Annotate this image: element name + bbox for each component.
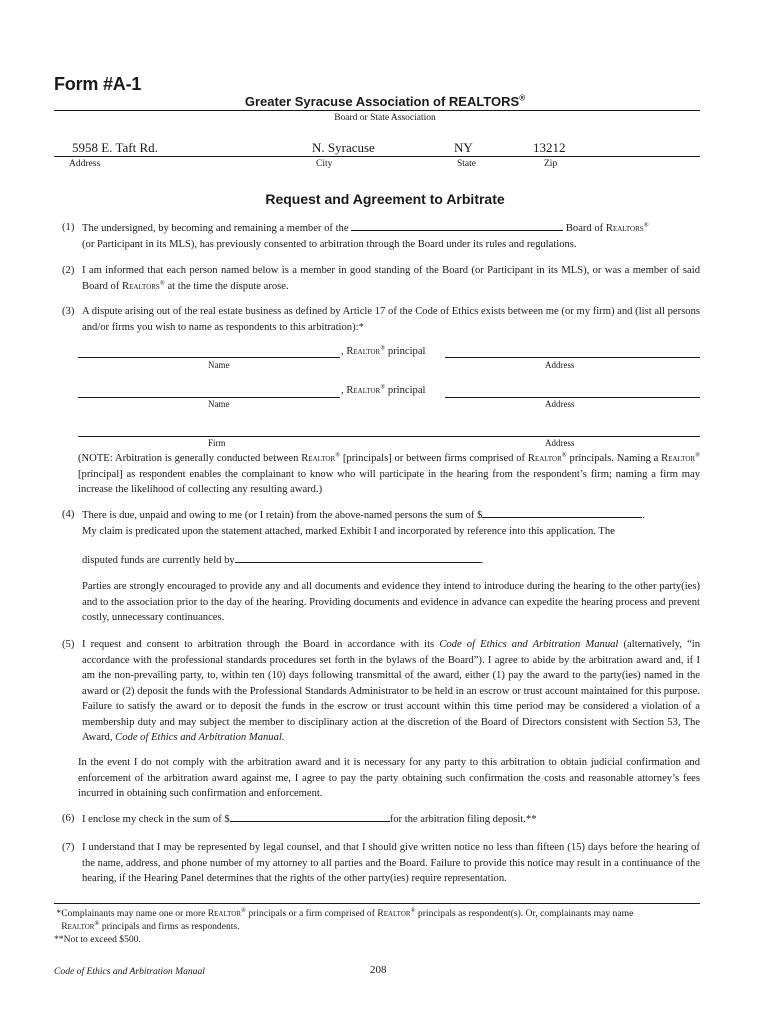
- association-line: [54, 110, 700, 111]
- item-1: (1) The undersigned, by becoming and remaining a member of the Board of Realtors® (or Participant in its MLS), has previously consented to arbitration through the Board under its rules and regulations.: [62, 221, 649, 250]
- respondent-1-address-line[interactable]: [445, 357, 700, 358]
- address-line: [54, 156, 700, 157]
- firm-line[interactable]: [78, 436, 700, 437]
- state-value: NY: [454, 140, 473, 155]
- footnote-2: **Not to exceed $500.: [54, 934, 141, 945]
- zip-value: 13212: [533, 140, 566, 155]
- page-number: 208: [370, 964, 387, 976]
- item-5: (5) I request and consent to arbitration through the Board in accordance with its Code of Ethics and Arbitration Manual (alternatively, “in accordance with the professional standards procedures set forth in the bylaws of the Board”). I agree to abide by the arbitration award and, if I am the non-prevailing party, to, within ten (10) days following transmittal of the award, either (1) pay the award to the party(ies) named in the award or (2) deposit the funds with the Professional Standards Administrator to be held in an escrow or trust account maintained for this purpose. Failure to satisfy the award or to deposit the funds in the escrow or trust account within this time period may be considered a violation of a membership duty and may subject the member to disciplinary action at the discretion of the Board of Directors consistent with Section 53, The Award, Code of Ethics and Arbitration Manual.: [62, 639, 701, 743]
- firm-label: Firm: [208, 438, 226, 448]
- respondent-2-realtor-principal: , Realtor® principal: [341, 383, 426, 396]
- item-6: (6) I enclose my check in the sum of $ for the arbitration filing deposit.**: [62, 813, 537, 825]
- footnote-divider: [54, 903, 700, 904]
- item-4-evidence: Parties are strongly encouraged to provide any and all documents and evidence they intend to introduce during the hearing to the other party(ies) and to the association prior to the day of the hearing. Providing documents and evidence in advance can expedite the hearing process and prevent costly, unnecessary continuances.: [82, 581, 700, 623]
- respondent-1-realtor-principal: , Realtor® principal: [341, 344, 426, 357]
- association-caption: Board or State Association: [334, 113, 436, 123]
- sum-owed-blank[interactable]: [482, 507, 642, 518]
- item-5-enforcement: In the event I do not comply with the arbitration award and it is necessary for any party to this arbitration to obtain judicial confirmation and enforcement of the arbitration award against me, I agree to pay the party obtaining such confirmation the costs and reasonable attorney’s fees incurred in obtaining such confirmation and enforcement.: [78, 757, 700, 799]
- respondent-1-name-label: Name: [208, 360, 230, 370]
- request-title: Request and Agreement to Arbitrate: [265, 191, 505, 207]
- city-label: City: [316, 159, 333, 169]
- item-4: (4) There is due, unpaid and owing to me (or I retain) from the above-named persons the sum of $ . My claim is predicated upon the statement attached, marked Exhibit I and incorporated by reference into this application. The: [62, 509, 646, 537]
- item-7: (7) I understand that I may be represented by legal counsel, and that I should give written notice no less than fifteen (15) days before the hearing of the name, address, and phone number of my attorney to all parties and the Board. Failure to provide this notice may result in a continuance of the hearing, if the Hearing Panel determines that the rights of the other party(ies) require representation.: [62, 842, 700, 884]
- form-title: Form #A-1: [54, 74, 142, 94]
- check-sum-blank[interactable]: [230, 811, 390, 822]
- respondent-2-name-line[interactable]: [78, 397, 340, 398]
- item-4-funds-held: disputed funds are currently held by .: [82, 552, 700, 569]
- footnote-1: *Complainants may name one or more Realtor® principals or a firm comprised of Realtor® principals as respondent(s). Or, complainants may name Realtor® principals and firms as respondents.: [56, 906, 634, 932]
- board-name-blank[interactable]: [351, 220, 563, 231]
- respondent-2-name-label: Name: [208, 399, 230, 409]
- footer-manual-title: Code of Ethics and Arbitration Manual: [54, 966, 205, 977]
- respondent-2-address-label: Address: [545, 399, 575, 409]
- respondent-1-address-label: Address: [545, 360, 575, 370]
- item-2: (2) I am informed that each person named below is a member in good standing of the Board (or Participant in its MLS), or was a member of said Board of Realtors® at the time the dispute arose.: [62, 265, 700, 292]
- respondent-2-address-line[interactable]: [445, 397, 700, 398]
- zip-label: Zip: [544, 159, 558, 169]
- address-label: Address: [69, 159, 101, 169]
- arbitration-note: (NOTE: Arbitration is generally conducted between Realtor® [principals] or between firms comprised of Realtor® principals. Naming a Realtor® [principal] as respondent enables the complainant to know who will participate in the hearing from the respondent’s firm; naming a firm may increase the likelihood of collecting any resulting award.): [78, 451, 701, 495]
- address-value: 5958 E. Taft Rd.: [72, 140, 158, 155]
- funds-held-by-blank[interactable]: [235, 552, 481, 563]
- city-value: N. Syracuse: [312, 140, 375, 155]
- state-label: State: [457, 159, 476, 169]
- item-3: (3) A dispute arising out of the real estate business as defined by Article 17 of the Code of Ethics exists between me (or my firm) and (list all persons and/or firms you wish to name as respondents to this arbitration):*: [62, 306, 700, 333]
- firm-address-label: Address: [545, 438, 575, 448]
- association-name: Greater Syracuse Association of REALTORS®: [244, 93, 526, 109]
- respondent-1-name-line[interactable]: [78, 357, 340, 358]
